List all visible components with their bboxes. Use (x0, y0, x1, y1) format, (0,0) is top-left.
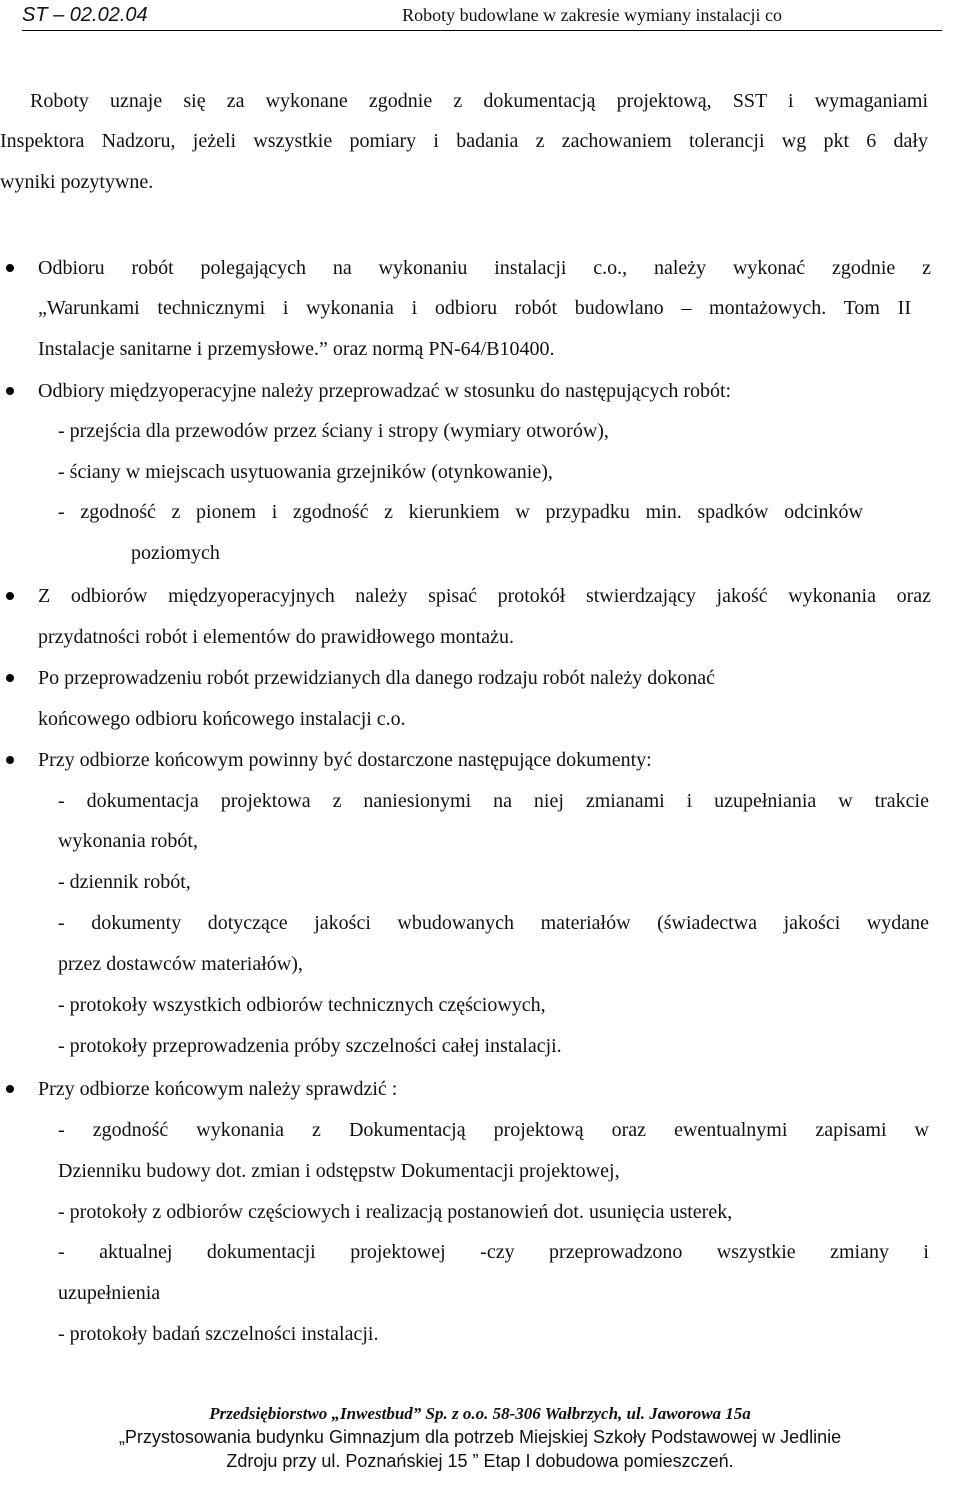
footer-project-line: „Przystosowania budynku Gimnazjum dla potrzeb Miejskiej Szkoły Podstawowej w Jedlinie (118, 1427, 842, 1447)
bullet-line: Z odbiorów międzyoperacyjnych należy spisać protokół stwierdzający jakość wykonania oraz (38, 585, 931, 607)
intro-line: Roboty uznaje się za wykonane zgodnie z dokumentacją projektową, SST i wymaganiami (30, 90, 928, 112)
bullet-line: Instalacje sanitarne i przemysłowe.” oraz normą PN-64/B10400. (38, 338, 555, 360)
bullet-line: Odbiory międzyoperacyjne należy przeprowadzać w stosunku do następujących robót: (38, 380, 732, 402)
bullet-dot-icon (6, 756, 14, 764)
header-title: Roboty budowlane w zakresie wymiany instalacji co (402, 5, 782, 25)
bullet-line: - protokoły z odbiorów częściowych i realizacją postanowień dot. usunięcia usterek, (58, 1201, 733, 1223)
bullet-line: - aktualnej dokumentacji projektowej -czy przeprowadzono wszystkie zmiany i (58, 1241, 929, 1263)
footer-company: Przedsiębiorstwo „Inwestbud” Sp. z o.o. 58-306 Wałbrzych, ul. Jaworowa 15a (209, 1404, 751, 1423)
bullet-line: - dziennik robót, (58, 871, 191, 893)
bullet-dot-icon (6, 1085, 14, 1093)
intro-line: wyniki pozytywne. (0, 171, 154, 193)
page-footer (0, 1403, 960, 1473)
bullet-line: wykonania robót, (58, 830, 198, 852)
bullet-line: - protokoły przeprowadzenia próby szczelności całej instalacji. (58, 1035, 562, 1057)
bullet-dot-icon (6, 387, 14, 395)
bullet-line: uzupełnienia (58, 1282, 161, 1304)
bullet-line: - ściany w miejscach usytuowania grzejników (otynkowanie), (58, 461, 553, 483)
bullet-line: - dokumenty dotyczące jakości wbudowanych materiałów (świadectwa jakości wydane (58, 912, 929, 934)
bullet-line: końcowego odbioru końcowego instalacji c.o. (38, 708, 406, 730)
bullet-line: - protokoły wszystkich odbiorów technicznych częściowych, (58, 994, 546, 1016)
bullet-line: Po przeprowadzeniu robót przewidzianych dla danego rodzaju robót należy dokonać (38, 667, 715, 689)
bullet-line: „Warunkami technicznymi i wykonania i odbioru robót budowlano – montażowych. Tom II (38, 297, 911, 319)
bullet-line: Dzienniku budowy dot. zmian i odstępstw Dokumentacji projektowej, (58, 1160, 620, 1182)
page-header (22, 2, 942, 31)
bullet-line: Przy odbiorze końcowym powinny być dostarczone następujące dokumenty: (38, 749, 652, 771)
spec-code: ST – 02.02.04 (22, 4, 148, 26)
bullet-line: przez dostawców materiałów), (58, 953, 303, 975)
bullet-line: Odbioru robót polegających na wykonaniu instalacji c.o., należy wykonać zgodnie z (38, 257, 931, 279)
bullet-dot-icon (6, 264, 14, 272)
bullet-dot-icon (6, 674, 14, 682)
bullet-line: - przejścia dla przewodów przez ściany i stropy (wymiary otworów), (58, 420, 609, 442)
intro-line: Inspektora Nadzoru, jeżeli wszystkie pomiary i badania z zachowaniem tolerancji wg pkt 6 dały (0, 130, 928, 152)
footer-project-line: Zdroju przy ul. Poznańskiej 15 ” Etap I dobudowa pomieszczeń. (226, 1451, 734, 1471)
bullet-line: - protokoły badań szczelności instalacji. (58, 1323, 379, 1345)
bullet-line: - dokumentacja projektowa z naniesionymi na niej zmianami i uzupełniania w trakcie (58, 790, 929, 812)
bullet-line: poziomych (131, 542, 220, 564)
bullet-line: Przy odbiorze końcowym należy sprawdzić : (38, 1078, 398, 1100)
bullet-line: - zgodność wykonania z Dokumentacją projektową oraz ewentualnymi zapisami w (58, 1119, 929, 1141)
bullet-dot-icon (6, 592, 14, 600)
bullet-line: - zgodność z pionem i zgodność z kierunkiem w przypadku min. spadków odcinków (58, 501, 863, 523)
bullet-line: przydatności robót i elementów do prawidłowego montażu. (38, 626, 514, 648)
